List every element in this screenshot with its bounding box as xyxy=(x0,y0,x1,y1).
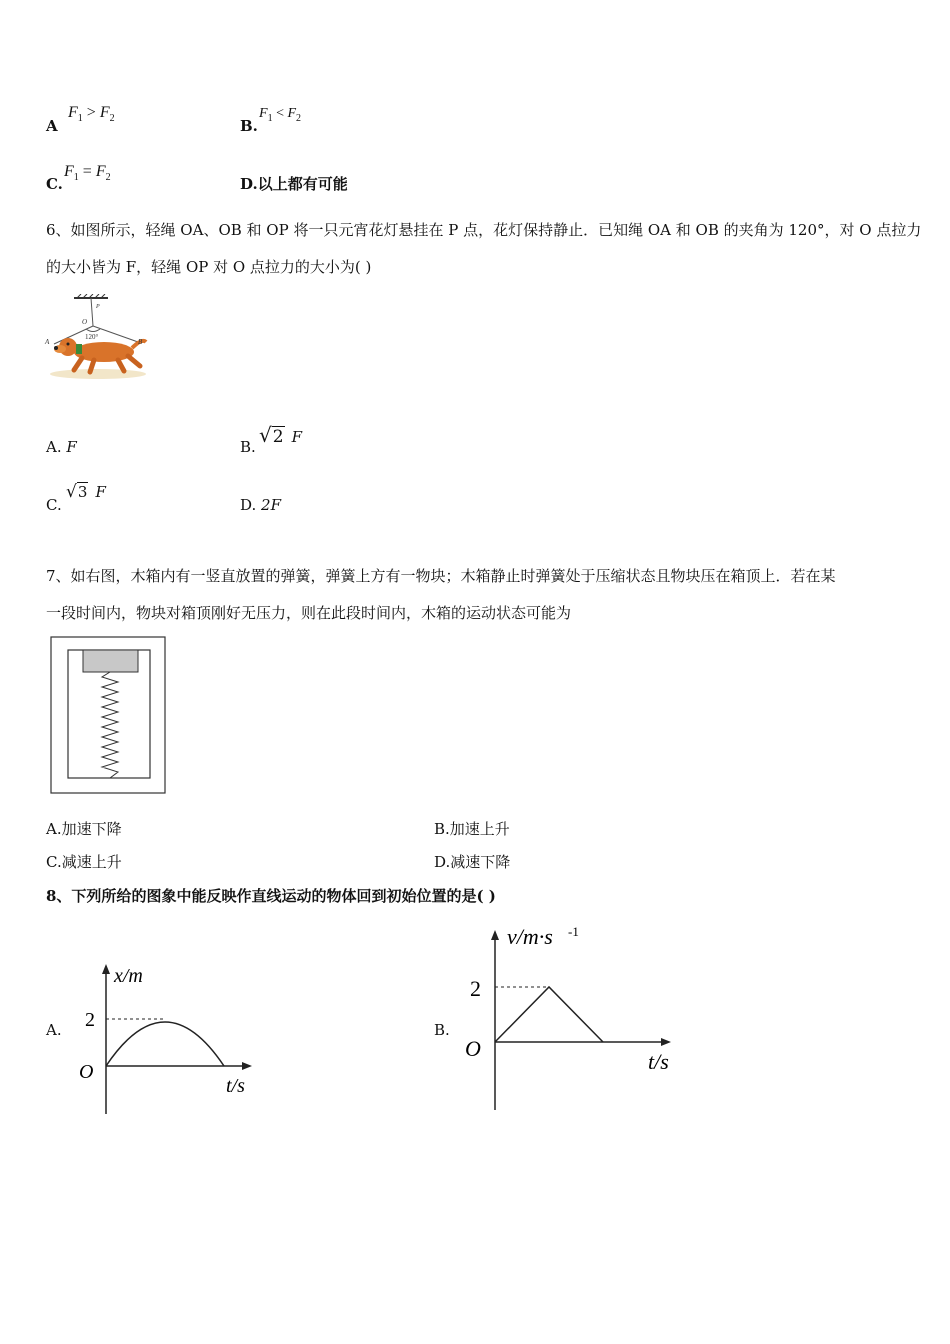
fig-label-a: A xyxy=(45,338,50,346)
q6-option-d-label: D. xyxy=(240,496,257,514)
q7-stem-line2: 一段时间内，物块对箱顶刚好无压力，则在此段时间内，木箱的运动状态可能为 xyxy=(46,604,572,622)
formula-sub: 1 xyxy=(267,113,273,124)
fig-label-p: P xyxy=(96,304,100,310)
q8-option-b-label: B. xyxy=(434,1021,450,1039)
q6-option-b-value: F xyxy=(291,428,303,446)
q8-graph-b xyxy=(460,920,690,1115)
q7-option-b: B.加速上升 xyxy=(434,820,510,838)
q6-option-a-label: A. xyxy=(46,438,62,456)
graph-b-ylabel: v/m·s xyxy=(507,924,553,949)
q8-stem: 8、下列所给的图象中能反映作直线运动的物体回到初始位置的是( ) xyxy=(46,887,496,905)
formula-sub: 1 xyxy=(77,113,83,124)
q5-option-d-text: 以上都有可能 xyxy=(257,175,348,193)
q5-option-b-label: B. xyxy=(240,117,258,135)
q6-option-c-value: F xyxy=(95,483,106,501)
formula-f: F xyxy=(287,106,297,121)
graph-b-origin: O xyxy=(465,1036,481,1061)
graph-b-ytick: 2 xyxy=(470,976,481,1001)
q6-stem-line1: 6、如图所示，轻绳 OA、OB 和 OP 将一只元宵花灯悬挂在 P 点，花灯保持静止．已知绳 OA 和 OB 的夹角为 120°，对 O 点拉力 xyxy=(46,221,922,239)
q5-option-c-formula xyxy=(64,163,111,183)
graph-b-ylabel-sup: -1 xyxy=(568,924,579,939)
formula-f: F xyxy=(68,104,78,121)
q7-option-d: D.减速下降 xyxy=(434,853,511,871)
formula-f: F xyxy=(95,163,106,180)
q5-option-d-label: D. xyxy=(240,175,258,193)
fig-label-b: B xyxy=(138,338,143,346)
q6-lantern-figure xyxy=(44,294,154,380)
q5-option-b-formula xyxy=(259,106,301,124)
sqrt-radicand: 3 xyxy=(77,483,88,501)
q6-option-b-formula xyxy=(259,423,302,447)
q7-stem-line1: 7、如右图，木箱内有一竖直放置的弹簧，弹簧上方有一物块；木箱静止时弹簧处于压缩状态且物块压在箱顶上．若在某 xyxy=(46,567,836,585)
q5-option-c-label: C. xyxy=(46,175,63,193)
q6-stem-line2: 的大小皆为 F，轻绳 OP 对 O 点拉力的大小为( ) xyxy=(46,258,372,276)
q6-option-c-label: C. xyxy=(46,496,62,514)
q6-option-d xyxy=(240,495,281,515)
q5-option-d xyxy=(240,174,348,194)
q7-box-spring-figure xyxy=(50,636,168,796)
formula-sub: 2 xyxy=(296,113,302,124)
fig-label-angle: 120° xyxy=(85,333,99,341)
q6-option-d-value: 2F xyxy=(261,496,281,514)
formula-f: F xyxy=(99,104,110,121)
sqrt-icon: √ xyxy=(259,423,272,447)
formula-sub: 2 xyxy=(109,113,115,124)
formula-sub: 1 xyxy=(73,172,79,183)
sqrt-icon: √ xyxy=(66,482,77,502)
formula-op: = xyxy=(82,163,92,180)
q7-option-c: C.减速上升 xyxy=(46,853,122,871)
q8-graph-a xyxy=(76,960,266,1120)
q5-option-a-formula xyxy=(68,104,115,124)
formula-sub: 2 xyxy=(105,172,111,183)
formula-f: F xyxy=(259,106,268,121)
formula-f: F xyxy=(64,163,74,180)
formula-op: > xyxy=(86,104,96,121)
graph-b-xlabel: t/s xyxy=(648,1049,669,1074)
graph-a-ylabel: x/m xyxy=(114,965,143,987)
q7-option-a: A.加速下降 xyxy=(46,820,122,838)
q6-option-a xyxy=(46,437,77,457)
graph-a-ytick: 2 xyxy=(85,1009,95,1031)
q8-option-a-label: A. xyxy=(46,1021,62,1039)
q6-option-b-label: B. xyxy=(240,438,256,456)
fig-label-o: O xyxy=(82,318,88,326)
sqrt-radicand: 2 xyxy=(272,427,284,447)
q5-option-a-label: A xyxy=(46,117,58,135)
q6-option-a-value: F xyxy=(66,438,77,456)
graph-a-xlabel: t/s xyxy=(226,1075,245,1097)
q6-option-c-formula xyxy=(66,482,106,502)
formula-op: < xyxy=(276,106,284,121)
graph-a-origin: O xyxy=(79,1061,94,1083)
